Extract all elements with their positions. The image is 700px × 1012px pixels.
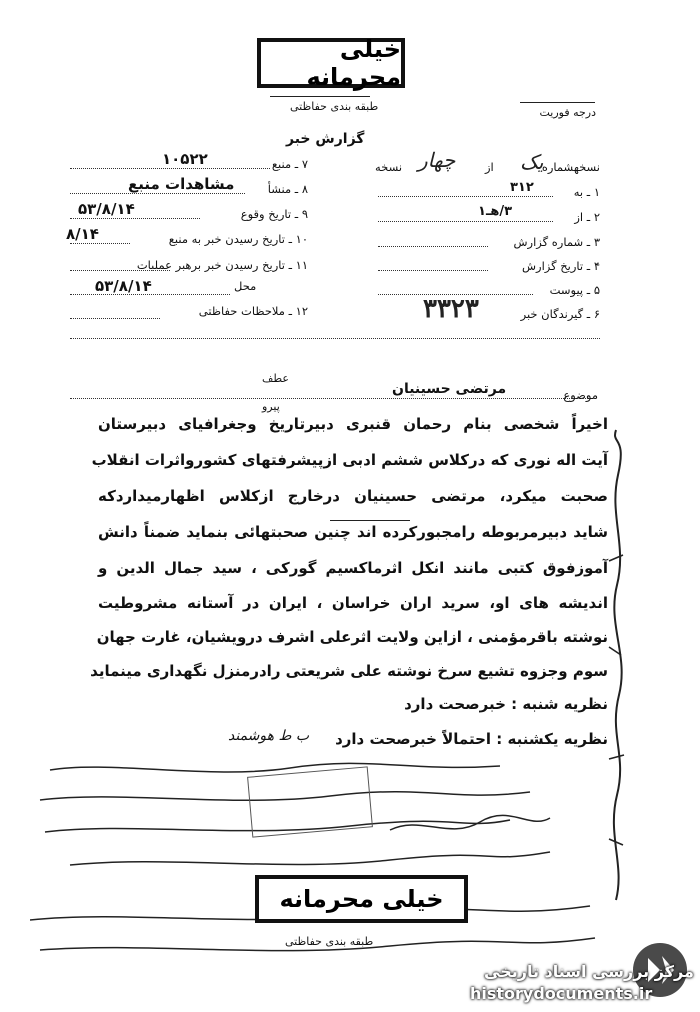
classification-underline — [270, 96, 370, 97]
copy-label: نسخه — [573, 160, 600, 174]
place-line — [70, 294, 230, 295]
subject-value: مرتضی حسینیان — [392, 381, 507, 397]
watermark-org-name: مرکز بررسی اسناد تاریخی — [484, 962, 694, 981]
watermark-url: historydocuments.ir — [470, 984, 653, 1003]
field-6-value: ۳۳۲۳ — [423, 294, 479, 324]
opinion-sunday: نظریه یکشنبه : احتمالاً خبرصحت دارد — [335, 730, 608, 748]
field-2-line — [378, 221, 553, 222]
report-title: گزارش خبر — [286, 131, 365, 147]
field-3-line — [378, 246, 488, 247]
field-7-line — [70, 168, 270, 169]
field-5-label: ۵ ـ پیوست — [549, 283, 600, 297]
copy-total-value: چهار — [418, 148, 456, 172]
top-stamp-text: خیلی محرمانه — [306, 35, 401, 91]
body-line-5: آموزفوق کتبی مانند انکل اثرماکسیم گورکی ، سید جمال الدین و — [98, 559, 608, 577]
top-classification-stamp — [257, 35, 405, 91]
field-7-label: ۷ ـ منبع — [271, 157, 308, 171]
field-1-value: ۳۱۲ — [510, 180, 534, 195]
body-line-2: آیت اله نوری که درکلاس ششم ادبی ازپیشرفتهای کشورواثرات انقلاب — [91, 451, 608, 469]
field-1-label: ۱ ـ به — [573, 185, 600, 199]
body-line-8: سوم وجزوه تشیع سرخ نوشته علی شریعتی رادرمنزل نگهداری مینماید — [90, 662, 608, 680]
body-line-1: اخیراً شخصی بنام رحمان قنبری دبیرتاریخ وجغرافیای دبیرستان — [98, 415, 608, 433]
copy-suffix-label: نسخه — [375, 160, 403, 174]
copy-number-label: نسخهشماره — [541, 160, 600, 174]
field-8-label: ۸ ـ منشأ — [267, 182, 308, 196]
field-11-value: ۵۳/۸/۱۴ — [95, 277, 152, 295]
field-11-line — [70, 270, 170, 271]
field-8-line — [70, 193, 245, 194]
copy-of-label: از — [485, 160, 494, 174]
field-3-label: ۳ ـ شماره گزارش — [513, 235, 600, 249]
field-6-label: ۶ ـ گیرندگان خبر — [520, 307, 600, 321]
bottom-stamp-text: خیلی محرمانه — [279, 885, 444, 913]
opinion-sunday-extra: ب ط هوشمند — [228, 728, 310, 744]
field-8-value: مشاهدات منبع — [128, 175, 235, 193]
opinion-saturday: نظریه شنبه : خبرصحت دارد — [404, 695, 608, 713]
place-label: محل — [234, 279, 257, 293]
priority-label: درجه فوریت — [539, 106, 596, 119]
header-separator-line — [70, 338, 600, 339]
field-12-label: ۱۲ ـ ملاحظات حفاظتی — [198, 304, 308, 318]
ref-label-1: عطف — [262, 372, 289, 385]
copy-value: یک — [520, 150, 544, 174]
classification-label: طبقه بندی حفاظتی — [290, 100, 379, 113]
body-line-6: اندیشه های او، سرید اران خراسان ، ایران در آستانه مشروطیت — [98, 594, 608, 612]
field-2-value: ۳/هـ۱ — [478, 204, 513, 219]
field-9-line — [70, 218, 200, 219]
field-10-label: ۱۰ ـ تاریخ رسیدن خبر به منبع — [168, 232, 308, 246]
body-line-7: نوشته باقرمؤمنی ، ازاین ولایت اثرعلی اشرف درویشیان، غارت جهان — [96, 628, 608, 646]
field-9-label: ۹ ـ تاریخ وقوع — [240, 207, 308, 221]
handwritten-margin-note — [603, 405, 629, 905]
margin-scribble-icon — [603, 425, 629, 905]
field-7-value: ۱۰۵۲۲ — [162, 150, 208, 168]
field-10-line — [70, 243, 130, 244]
field-4-line — [378, 270, 488, 271]
body-underline-1 — [330, 520, 410, 521]
field-1-line — [378, 196, 553, 197]
field-10-value: ۸/۱۴ — [66, 225, 99, 243]
body-line-4: شاید دبیرمربوطه رامجبورکرده اند چنین صحبتهائی بنماید ضمناً دانش — [98, 523, 608, 541]
subject-line — [70, 398, 590, 399]
field-4-label: ۴ ـ تاریخ گزارش — [521, 259, 600, 273]
field-11-label: ۱۱ ـ تاریخ رسیدن خبر برهبر عملیات — [136, 258, 308, 272]
body-line-3: صحبت میکرد، مرتضی حسینیان درخارج ازکلاس اظهارمیداردکه — [98, 487, 608, 505]
priority-underline — [520, 102, 595, 103]
subject-label: موضوع — [563, 388, 598, 402]
ref-label-2: پیرو — [262, 400, 280, 413]
field-12-line — [70, 318, 160, 319]
field-9-value: ۵۳/۸/۱۴ — [78, 200, 135, 218]
field-2-label: ۲ ـ از — [574, 210, 600, 224]
bottom-stamp-caption: طبقه بندی حفاظتی — [285, 935, 374, 948]
bottom-classification-stamp — [255, 875, 468, 923]
